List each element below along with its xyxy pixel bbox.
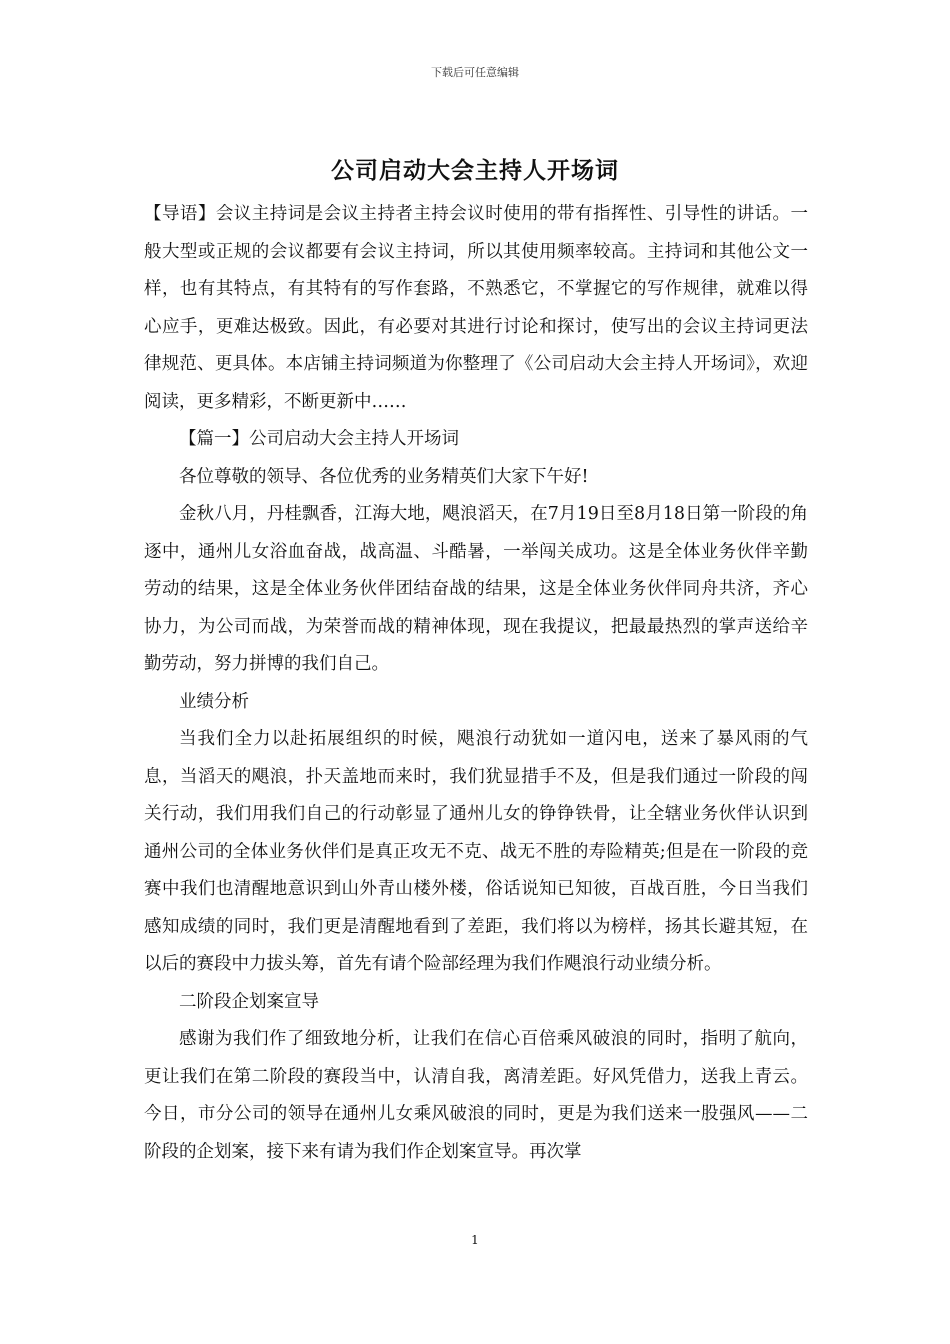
section-heading-plan: 二阶段企划案宣导: [179, 991, 319, 1012]
intro-paragraph: 【导语】会议主持词是会议主持者主持会议时使用的带有指挥性、引导性的讲话。一般大型或正规的会议都要有会议主持词，所以其使用频率较高。主持词和其他公文一样，也有其特点，有其特有的写作套路，不熟悉它，不掌握它的写作规律，就难以得心应手，更难达极致。因此，有必要对其进行讨论和探讨，使写出的会议主持词更法律规范、更具体。本店铺主持词频道为你整理了《公司启动大会主持人开场词》，欢迎阅读，更多精彩，不断更新中……: [144, 204, 808, 412]
document-body: [144, 196, 808, 1171]
page-header-note: 下载后可任意编辑: [431, 66, 519, 79]
section-heading-part-one: 【篇一】公司启动大会主持人开场词: [179, 429, 459, 449]
page-number: 1: [471, 1233, 479, 1247]
document-title: 公司启动大会主持人开场词: [331, 157, 619, 184]
section-heading-performance: 业绩分析: [179, 691, 249, 712]
greeting-paragraph: 各位尊敬的领导、各位优秀的业务精英们大家下午好!: [179, 466, 589, 487]
plan-paragraph: 感谢为我们作了细致地分析，让我们在信心百倍乘风破浪的同时，指明了航向，更让我们在第二阶段的赛段当中，认清自我，离清差距。好风凭借力，送我上青云。今日，市分公司的领导在通州儿女乘风破浪的同时，更是为我们送来一股强风——二阶段的企划案，接下来有请为我们作企划案宣导。再次掌: [144, 1029, 808, 1162]
performance-paragraph: 当我们全力以赴拓展组织的时候，飓浪行动犹如一道闪电，送来了暴风雨的气息，当滔天的飓浪，扑天盖地而来时，我们犹显措手不及，但是我们通过一阶段的闯关行动，我们用我们自己的行动彰显了通州儿女的铮铮铁骨，让全辖业务伙伴认识到通州公司的全体业务伙伴们是真正攻无不克、战无不胜的寿险精英;但是在一阶段的竞赛中我们也清醒地意识到山外青山楼外楼，俗话说知已知彼，百战百胜，今日当我们感知成绩的同时，我们更是清醒地看到了差距，我们将以为榜样，扬其长避其短，在以后的赛段中力拔头筹，首先有请个险部经理为我们作飓浪行动业绩分析。: [144, 729, 808, 974]
opening-paragraph: 金秋八月，丹桂飘香，江海大地，飓浪滔天，在7月19日至8月18日第一阶段的角逐中，通州儿女浴血奋战，战高温、斗酷暑，一举闯关成功。这是全体业务伙伴辛勤劳动的结果，这是全体业务伙伴团结奋战的结果，这是全体业务伙伴同舟共济，齐心协力，为公司而战，为荣誉而战的精神体现，现在我提议，把最最热烈的掌声送给辛勤劳动，努力拼博的我们自己。: [144, 504, 808, 674]
